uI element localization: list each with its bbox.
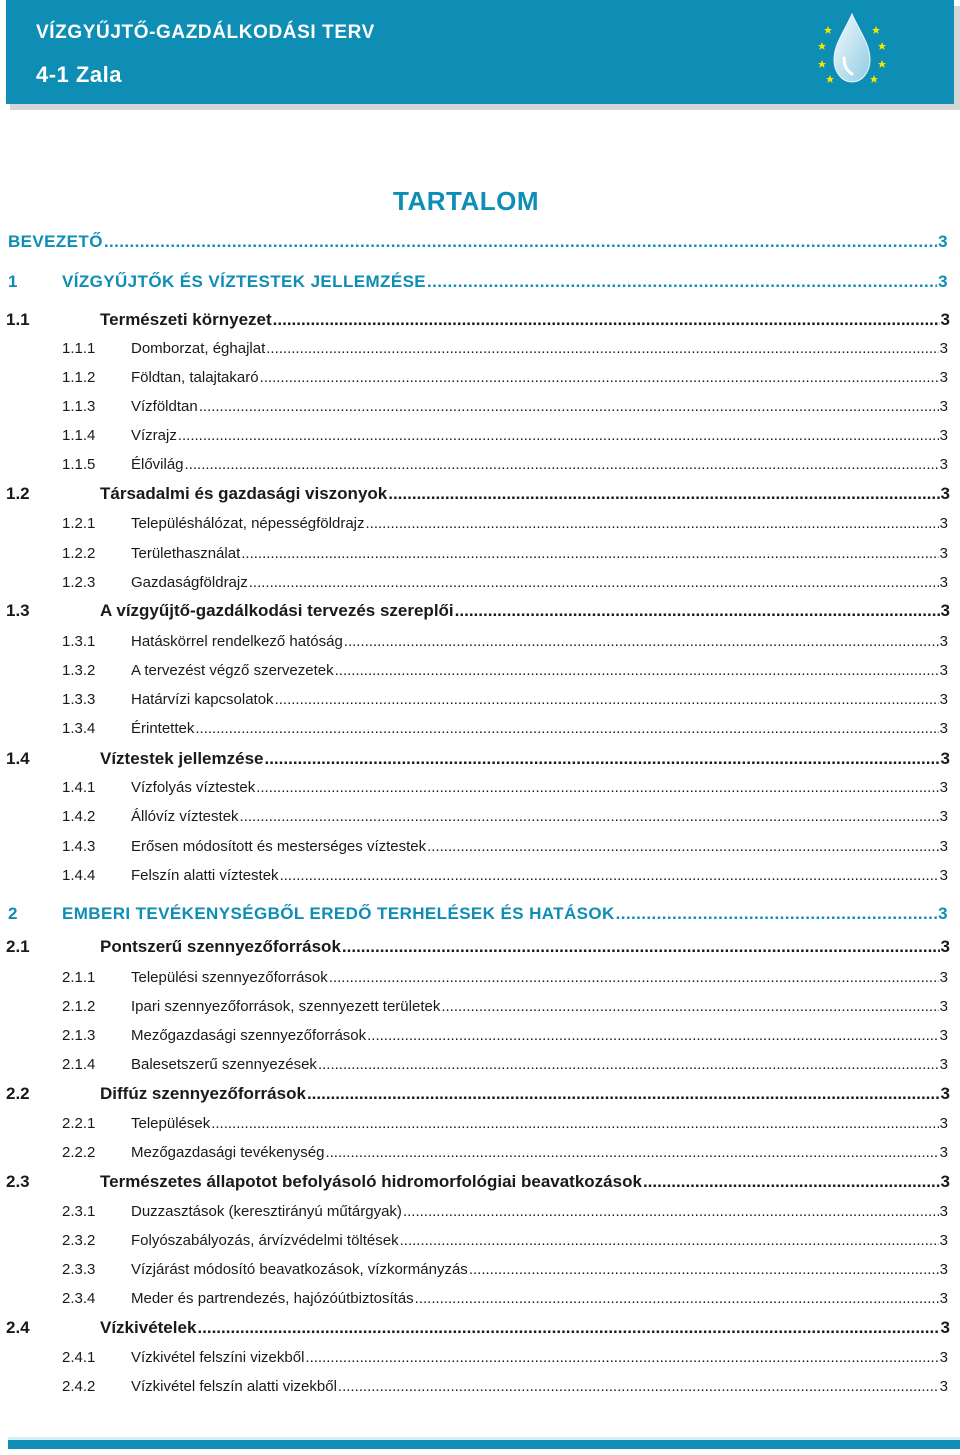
toc-entry-page: 3 <box>939 515 948 532</box>
toc-dot-leader <box>441 998 938 1015</box>
toc-entry[interactable] <box>62 691 948 708</box>
toc-entry-page: 3 <box>940 749 950 768</box>
toc-dot-leader <box>400 1232 939 1249</box>
toc-dot-leader <box>616 904 937 924</box>
toc-entry-label: Ipari szennyezőforrások, szennyezett területek <box>131 998 441 1015</box>
toc-dot-leader <box>241 545 938 562</box>
toc-entry-number: 2.3 <box>6 1172 30 1191</box>
toc-dot-leader <box>178 427 939 444</box>
toc-entry-page: 3 <box>939 998 948 1015</box>
toc-dot-leader <box>427 272 937 292</box>
toc-entry[interactable] <box>62 340 948 357</box>
toc-dot-leader <box>469 1261 939 1278</box>
toc-entry-number: 1.1.2 <box>62 369 96 386</box>
toc-dot-leader <box>195 720 938 737</box>
toc-entry-page: 3 <box>940 937 950 956</box>
footer-stripe <box>8 1437 960 1440</box>
toc-entry-number: 1.4.4 <box>62 867 96 884</box>
toc-entry-label: Mezőgazdasági tevékenység <box>131 1144 325 1161</box>
document-title: VÍZGYŰJTŐ-GAZDÁLKODÁSI TERV <box>36 22 375 43</box>
toc-entry-number: 2.4.2 <box>62 1378 96 1395</box>
toc-entry[interactable] <box>62 720 948 737</box>
toc-entry-label: VÍZGYŰJTŐK ÉS VÍZTESTEK JELLEMZÉSE <box>62 272 427 291</box>
toc-entry[interactable] <box>62 1232 948 1249</box>
toc-dot-leader <box>366 515 939 532</box>
toc-entry-number: 1.2.3 <box>62 574 96 591</box>
toc-entry-page: 3 <box>939 838 948 855</box>
toc-entry[interactable] <box>62 398 948 415</box>
toc-dot-leader <box>256 779 938 796</box>
toc-entry-label: Diffúz szennyezőforrások <box>100 1084 306 1103</box>
toc-entry[interactable] <box>6 1084 950 1104</box>
toc-entry-page: 3 <box>939 662 948 679</box>
toc-entry-label: Települési szennyezőforrások <box>131 969 328 986</box>
toc-entry[interactable] <box>62 1203 948 1220</box>
toc-entry-page: 3 <box>939 574 948 591</box>
toc-entry-number: 1.1.4 <box>62 427 96 444</box>
toc-entry-number: 2.1 <box>6 937 30 956</box>
toc-entry-page: 3 <box>939 808 948 825</box>
toc-entry[interactable] <box>6 749 950 769</box>
toc-entry-label: Vízkivétel felszín alatti vizekből <box>131 1378 337 1395</box>
toc-entry-number: 1.2.2 <box>62 545 96 562</box>
toc-entry-page: 3 <box>938 272 948 291</box>
toc-entry-number: 1.1.5 <box>62 456 96 473</box>
toc-entry-page: 3 <box>939 1115 948 1132</box>
toc-entry-label: Érintettek <box>131 720 195 737</box>
toc-entry-label: Határvízi kapcsolatok <box>131 691 274 708</box>
toc-entry-number: 2.3.3 <box>62 1261 96 1278</box>
toc-entry[interactable] <box>62 1027 948 1044</box>
toc-entry[interactable] <box>62 369 948 386</box>
toc-entry-label: Települések <box>131 1115 211 1132</box>
toc-dot-leader <box>197 1318 939 1338</box>
toc-entry-number: 1.2 <box>6 484 30 503</box>
toc-dot-leader <box>643 1172 940 1192</box>
toc-entry[interactable] <box>6 1318 950 1338</box>
water-drop-eu-stars-icon <box>814 8 890 92</box>
toc-entry-number: 2.1.1 <box>62 969 96 986</box>
toc-entry-page: 3 <box>940 310 950 329</box>
toc-entry-number: 2 <box>8 904 18 923</box>
toc-entry-number: 1.4.2 <box>62 808 96 825</box>
toc-entry-label: Élővilág <box>131 456 184 473</box>
toc-entry-number: 2.3.4 <box>62 1290 96 1307</box>
toc-entry-label: Víztestek jellemzése <box>100 749 264 768</box>
toc-dot-leader <box>211 1115 938 1132</box>
toc-entry[interactable] <box>62 808 948 825</box>
toc-entry-label: Vízfolyás víztestek <box>131 779 256 796</box>
toc-entry-page: 3 <box>939 1203 948 1220</box>
toc-entry-label: Balesetszerű szennyezések <box>131 1056 317 1073</box>
toc-entry-label: A vízgyűjtő-gazdálkodási tervezés szereplői <box>100 601 454 620</box>
toc-entry-label: Felszín alatti víztestek <box>131 867 279 884</box>
toc-entry-label: Vízkivétel felszíni vizekből <box>131 1349 305 1366</box>
toc-entry-page: 3 <box>938 904 948 923</box>
toc-entry[interactable] <box>62 969 948 986</box>
toc-entry-label: Földtan, talajtakaró <box>131 369 259 386</box>
toc-entry-label: A tervezést végző szervezetek <box>131 662 334 679</box>
toc-entry-number: 1.4.1 <box>62 779 96 796</box>
toc-dot-leader <box>266 340 938 357</box>
toc-heading: TARTALOM <box>393 186 539 216</box>
toc-entry[interactable] <box>62 633 948 650</box>
toc-entry-page: 3 <box>939 633 948 650</box>
toc-entry-number: 2.4.1 <box>62 1349 96 1366</box>
toc-entry-number: 1.4 <box>6 749 30 768</box>
toc-entry-label: Természeti környezet <box>100 310 272 329</box>
toc-entry[interactable] <box>62 1056 948 1073</box>
toc-entry-page: 3 <box>940 484 950 503</box>
toc-entry[interactable] <box>6 484 950 504</box>
toc-entry[interactable] <box>6 310 950 330</box>
toc-entry-page: 3 <box>940 1084 950 1103</box>
toc-dot-leader <box>344 633 939 650</box>
toc-dot-leader <box>329 969 939 986</box>
toc-entry[interactable] <box>62 545 948 562</box>
toc-entry-page: 3 <box>939 1290 948 1307</box>
toc-dot-leader <box>305 1349 938 1366</box>
toc-entry-page: 3 <box>939 456 948 473</box>
toc-entry[interactable] <box>62 427 948 444</box>
toc-entry[interactable] <box>8 232 948 252</box>
toc-dot-leader <box>307 1084 940 1104</box>
toc-entry[interactable] <box>8 904 948 924</box>
toc-entry-label: BEVEZETŐ <box>8 232 103 251</box>
toc-dot-leader <box>104 232 937 252</box>
toc-entry-page: 3 <box>939 779 948 796</box>
toc-entry-label: Folyószabályozás, árvízvédelmi töltések <box>131 1232 399 1249</box>
toc-entry[interactable] <box>62 574 948 591</box>
toc-entry-label: Meder és partrendezés, hajózóútbiztosítás <box>131 1290 414 1307</box>
toc-entry-label: Domborzat, éghajlat <box>131 340 266 357</box>
toc-entry-page: 3 <box>939 1261 948 1278</box>
toc-dot-leader <box>427 838 939 855</box>
toc-entry-number: 1.4.3 <box>62 838 96 855</box>
toc-entry-page: 3 <box>939 1378 948 1395</box>
toc-entry[interactable] <box>62 1349 948 1366</box>
toc-entry-number: 1.1.1 <box>62 340 96 357</box>
toc-entry-page: 3 <box>939 720 948 737</box>
toc-entry[interactable] <box>62 515 948 532</box>
toc-entry[interactable] <box>6 601 950 621</box>
toc-entry-page: 3 <box>940 1318 950 1337</box>
toc-entry-number: 1 <box>8 272 18 291</box>
toc-entry[interactable] <box>62 1290 948 1307</box>
toc-entry[interactable] <box>62 456 948 473</box>
toc-dot-leader <box>275 691 939 708</box>
toc-entry-number: 2.1.2 <box>62 998 96 1015</box>
toc-dot-leader <box>367 1027 939 1044</box>
toc-entry-number: 1.3.3 <box>62 691 96 708</box>
toc-entry-number: 1.2.1 <box>62 515 96 532</box>
toc-dot-leader <box>273 310 940 330</box>
toc-entry[interactable] <box>62 867 948 884</box>
toc-entry-page: 3 <box>940 1172 950 1191</box>
toc-dot-leader <box>325 1144 938 1161</box>
toc-entry[interactable] <box>62 838 948 855</box>
toc-entry-label: Vízrajz <box>131 427 177 444</box>
toc-entry-page: 3 <box>939 1056 948 1073</box>
toc-dot-leader <box>264 749 939 769</box>
toc-entry-page: 3 <box>939 1144 948 1161</box>
toc-entry-number: 1.3.2 <box>62 662 96 679</box>
toc-entry-number: 2.1.3 <box>62 1027 96 1044</box>
toc-entry-label: Mezőgazdasági szennyezőforrások <box>131 1027 367 1044</box>
toc-entry[interactable] <box>62 1115 948 1132</box>
toc-dot-leader <box>342 937 940 957</box>
toc-entry-label: Vízkivételek <box>100 1318 197 1337</box>
toc-entry-label: Vízjárást módosító beavatkozások, vízkormányzás <box>131 1261 468 1278</box>
toc-entry-page: 3 <box>939 1232 948 1249</box>
toc-entry[interactable] <box>62 662 948 679</box>
toc-dot-leader <box>199 398 939 415</box>
toc-dot-leader <box>455 601 940 621</box>
toc-entry-page: 3 <box>939 1349 948 1366</box>
toc-entry[interactable] <box>62 1261 948 1278</box>
toc-entry-page: 3 <box>939 398 948 415</box>
toc-entry-number: 2.2.1 <box>62 1115 96 1132</box>
toc-entry-number: 1.3.1 <box>62 633 96 650</box>
toc-entry-label: Pontszerű szennyezőforrások <box>100 937 341 956</box>
toc-entry-number: 2.3.2 <box>62 1232 96 1249</box>
toc-entry-page: 3 <box>939 691 948 708</box>
toc-entry-number: 1.1.3 <box>62 398 96 415</box>
toc-dot-leader <box>338 1378 939 1395</box>
toc-entry-page: 3 <box>939 1027 948 1044</box>
document-header <box>6 0 954 104</box>
toc-entry-number: 1.1 <box>6 310 30 329</box>
toc-entry-number: 2.4 <box>6 1318 30 1337</box>
toc-entry-page: 3 <box>939 867 948 884</box>
toc-entry-label: Duzzasztások (keresztirányú műtárgyak) <box>131 1203 402 1220</box>
toc-dot-leader <box>388 484 939 504</box>
toc-entry-label: Társadalmi és gazdasági viszonyok <box>100 484 388 503</box>
toc-dot-leader <box>240 808 939 825</box>
toc-entry-label: Vízföldtan <box>131 398 198 415</box>
toc-entry-number: 2.2 <box>6 1084 30 1103</box>
toc-entry-page: 3 <box>938 232 948 251</box>
toc-entry-label: EMBERI TEVÉKENYSÉGBŐL EREDŐ TERHELÉSEK ÉS HATÁSOK <box>62 904 615 923</box>
toc-entry-label: Állóvíz víztestek <box>131 808 239 825</box>
toc-dot-leader <box>260 369 939 386</box>
toc-entry[interactable] <box>6 1172 950 1192</box>
toc-dot-leader <box>335 662 939 679</box>
toc-entry[interactable] <box>62 1144 948 1161</box>
toc-dot-leader <box>415 1290 939 1307</box>
toc-entry-number: 1.3 <box>6 601 30 620</box>
toc-entry-number: 2.2.2 <box>62 1144 96 1161</box>
toc-entry[interactable] <box>6 937 950 957</box>
toc-entry-number: 2.1.4 <box>62 1056 96 1073</box>
document-subtitle: 4-1 Zala <box>36 62 122 87</box>
toc-entry-page: 3 <box>939 369 948 386</box>
toc-dot-leader <box>403 1203 939 1220</box>
toc-entry-label: Területhasználat <box>131 545 241 562</box>
toc-dot-leader <box>249 574 939 591</box>
toc-entry-label: Településhálózat, népességföldrajz <box>131 515 365 532</box>
toc-entry-page: 3 <box>939 545 948 562</box>
toc-entry-page: 3 <box>940 601 950 620</box>
toc-entry-label: Erősen módosított és mesterséges víztestek <box>131 838 427 855</box>
toc-entry-number: 1.3.4 <box>62 720 96 737</box>
toc-dot-leader <box>318 1056 939 1073</box>
toc-entry-page: 3 <box>939 427 948 444</box>
toc-entry[interactable] <box>62 779 948 796</box>
toc-dot-leader <box>185 456 939 473</box>
toc-entry[interactable] <box>62 1378 948 1395</box>
toc-entry[interactable] <box>62 998 948 1015</box>
toc-dot-leader <box>280 867 939 884</box>
toc-entry-page: 3 <box>939 340 948 357</box>
toc-entry-label: Természetes állapotot befolyásoló hidromorfológiai beavatkozások <box>100 1172 642 1191</box>
toc-entry-label: Hatáskörrel rendelkező hatóság <box>131 633 343 650</box>
toc-entry-page: 3 <box>939 969 948 986</box>
toc-entry-label: Gazdaságföldrajz <box>131 574 248 591</box>
toc-entry-number: 2.3.1 <box>62 1203 96 1220</box>
toc-entry[interactable] <box>8 272 948 292</box>
